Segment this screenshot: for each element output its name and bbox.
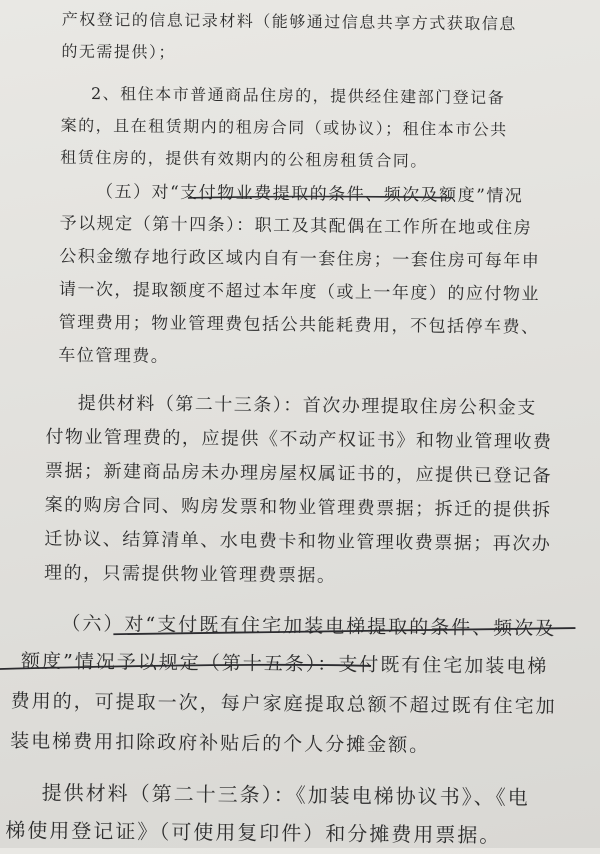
text-line: 梯使用登记证》（可使用复印件）和分摊费用票据。 [5,818,502,848]
text-line: 案的，且在租赁期内的租房合同（或协议）；租住本市公共 [60,115,508,140]
text-line: 予以规定（第十四条）：职工及其配偶在工作所在地或住房 [59,213,533,239]
text-line: 理的，只需提供物业管理费票据。 [43,562,337,587]
text-line: 装电梯费用扣除政府补贴后的个人分摊金额。 [10,730,431,757]
text-line: 提供材料（第二十三条）：首次办理提取住房公积金支 [77,392,537,419]
text-line: 公积金缴存地行政区域内自有一套住房；一套住房可每年申 [59,246,541,272]
text-line: （六）对“支付既有住宅加装电梯提取的条件、频次及 [61,612,557,640]
text-line: 案的购房合同、购房发票和物业管理费票据；拆迁的提供拆 [44,494,552,521]
text-line: （五）对“支付物业费提取的条件、频次及额度”情况 [95,182,524,207]
text-line: 管理费用；物业管理费包括公共能耗费用，不包括停车费、 [58,312,540,338]
text-line: 的无需提供）； [61,41,177,62]
text-line: 车位管理费。 [58,345,170,367]
text-line: 产权登记的信息记录材料（能够通过信息共享方式获取信息 [61,9,517,34]
text-line: 付物业管理费的，应提供《不动产权证书》和物业管理收费 [45,426,553,453]
text-line: 额度”情况予以规定（第十五条）：支付既有住宅加装电梯 [20,650,549,678]
text-line: 请一次，提取额度不超过本年度（或上一年度）的应付物业 [58,279,541,305]
text-line: 2、租住本市普通商品住房的，提供经住建部门登记备 [90,83,506,108]
text-line: 租赁住房的，提供有效期内的公租房租赁合同。 [60,147,428,171]
text-line: 提供材料（第二十三条）：《加装电梯协议书》、《电 [41,780,530,810]
text-line: 迁协议、结算清单、水电费卡和物业管理收费票据；再次办 [44,528,552,555]
text-line: 票据；新建商品房未办理房屋权属证书的，应提供已登记备 [44,460,553,487]
text-line: 费用的，可提取一次，每户家庭提取总额不超过既有住宅加 [10,690,557,718]
